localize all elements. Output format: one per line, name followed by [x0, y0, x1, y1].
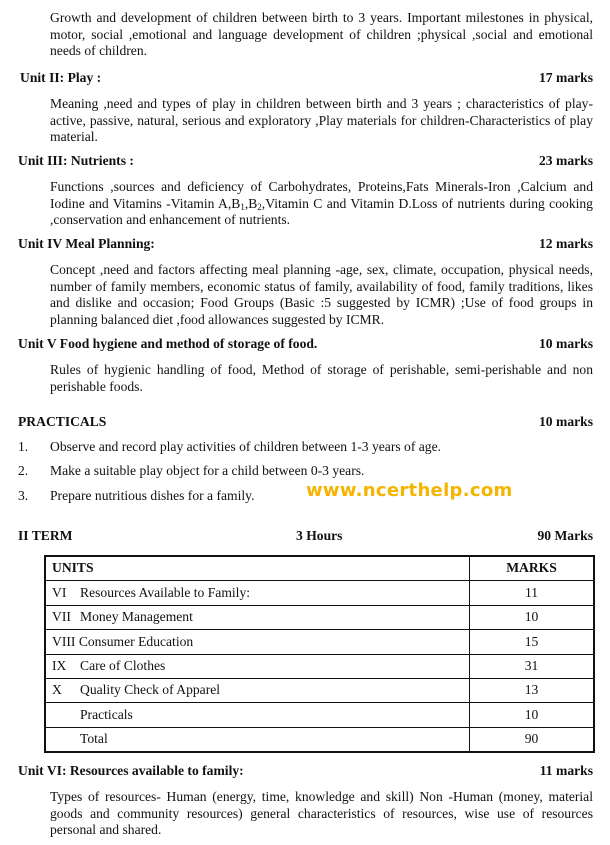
- table-row: [45, 703, 594, 727]
- term-2-heading: [18, 528, 593, 545]
- marks-cell: 13: [470, 678, 595, 702]
- unit-name: Practicals: [80, 706, 133, 722]
- unit-code: VI: [52, 584, 67, 600]
- practical-text: Make a suitable play object for a child between 0-3 years.: [50, 463, 365, 478]
- table-row: [45, 581, 594, 605]
- unit-5-description: Rules of hygienic handling of food, Method of storage of perishable, semi-perishable and non perishable foods.: [50, 362, 593, 394]
- practical-number: 3.: [18, 488, 29, 503]
- unit-name: Money Management: [80, 609, 193, 625]
- unit-5-marks: 10 marks: [539, 336, 593, 351]
- unit-2-marks: 17 marks: [539, 70, 593, 85]
- unit-cell: [45, 581, 470, 605]
- practicals-heading: [18, 414, 593, 431]
- unit-cell: [45, 703, 470, 727]
- unit-5-heading: [18, 336, 593, 353]
- practical-text: Prepare nutritious dishes for a family.: [50, 488, 255, 503]
- unit-3-text-part-1: Functions ,sources and deficiency of Carbohydrates, Proteins,Fats Minerals-Iron ,Calcium and Iodine and Vitamins -Vitamin A,B: [50, 179, 593, 211]
- unit-3-marks: 23 marks: [539, 153, 593, 168]
- unit-name: Quality Check of Apparel: [80, 682, 221, 698]
- unit-4-description: Concept ,need and factors affecting meal planning -age, sex, climate, occupation, physical needs, number of family members, economic status of family, availability of food, family traditions, likes and dislike and occasion; Food Groups (Basic :5 suggested by ICMR) ;Use of food groups in planning balanced diet ,food allowances suggested by ICMR.: [50, 262, 593, 327]
- practical-item: [18, 439, 593, 456]
- practicals-marks: 10 marks: [539, 414, 593, 429]
- unit-4-title: Unit IV Meal Planning:: [18, 236, 155, 251]
- marks-cell: 10: [470, 605, 595, 629]
- website-watermark: www.ncerthelp.com: [306, 480, 513, 501]
- marks-cell: 10: [470, 703, 595, 727]
- table-row: [45, 605, 594, 629]
- units-column-header: UNITS: [45, 556, 470, 581]
- unit-2-heading: [20, 70, 593, 87]
- unit-3-description: [50, 179, 593, 229]
- unit-code: IX: [52, 657, 67, 673]
- total-marks-cell: 90: [470, 727, 595, 752]
- unit-name: Care of Clothes: [80, 657, 166, 673]
- table-row: [45, 678, 594, 702]
- unit-3-title: Unit III: Nutrients :: [18, 153, 134, 168]
- unit-name: Resources Available to Family:: [80, 584, 251, 600]
- term-2-marks: 90 Marks: [537, 528, 593, 543]
- practical-item: [18, 463, 593, 480]
- unit-cell: [45, 630, 470, 654]
- unit-cell: [45, 678, 470, 702]
- table-total-row: [45, 727, 594, 752]
- marks-cell: 11: [470, 581, 595, 605]
- practical-number: 1.: [18, 439, 29, 454]
- unit-cell: [45, 654, 470, 678]
- unit-4-marks: 12 marks: [539, 236, 593, 251]
- unit-4-heading: [18, 236, 593, 253]
- practical-number: 2.: [18, 463, 29, 478]
- unit-6-heading: [18, 763, 593, 780]
- practicals-title: PRACTICALS: [18, 414, 107, 429]
- unit-6-title: Unit VI: Resources available to family:: [18, 763, 244, 778]
- term-2-duration: 3 Hours: [296, 528, 343, 543]
- table-row: [45, 630, 594, 654]
- unit-code: X: [52, 682, 62, 698]
- table-header-row: [45, 556, 594, 581]
- term-2-title: II TERM: [18, 528, 73, 543]
- total-label: Total: [80, 731, 108, 747]
- marks-column-header: MARKS: [470, 556, 595, 581]
- marks-cell: 15: [470, 630, 595, 654]
- unit-3-text-part-3: ,Vitamin C and Vitamin D.Loss of nutrients during cooking ,conservation and enhancement of nutrients.: [50, 195, 593, 228]
- unit-code: VII: [52, 609, 71, 625]
- unit-3-heading: [18, 153, 593, 170]
- unit-6-description: Types of resources- Human (energy, time, knowledge and skill) Non -Human (money, material goods and community resources) general characteristics of resources, wise use of resources personal and shared.: [50, 789, 593, 838]
- unit-2-description: Meaning ,need and types of play in children between birth and 3 years ; characteristics of play-active, passive, natural, serious and exploratory ,Play materials for children-Characteristics of play material.: [50, 96, 593, 145]
- unit-3-text-part-2: ,B: [244, 195, 258, 211]
- term-2-units-table: [44, 555, 595, 753]
- unit-2-title: Unit II: Play :: [20, 70, 102, 85]
- marks-cell: 31: [470, 654, 595, 678]
- practical-text: Observe and record play activities of children between 1-3 years of age.: [50, 439, 442, 454]
- table-row: [45, 654, 594, 678]
- unit-3-subscript-2: 2: [257, 201, 262, 212]
- unit-3-subscript-1: 1: [240, 201, 245, 212]
- total-label-cell: [45, 727, 470, 752]
- unit-1-description: Growth and development of children between birth to 3 years. Important milestones in physical, motor, social ,emotional and language development of children ;physical ,social and emotional needs of children.: [50, 10, 593, 59]
- unit-cell: [45, 605, 470, 629]
- unit-5-title: Unit V Food hygiene and method of storage of food.: [18, 336, 318, 351]
- unit-6-marks: 11 marks: [539, 763, 593, 778]
- unit-code: VIII: [52, 633, 76, 649]
- unit-name: Consumer Education: [78, 633, 194, 649]
